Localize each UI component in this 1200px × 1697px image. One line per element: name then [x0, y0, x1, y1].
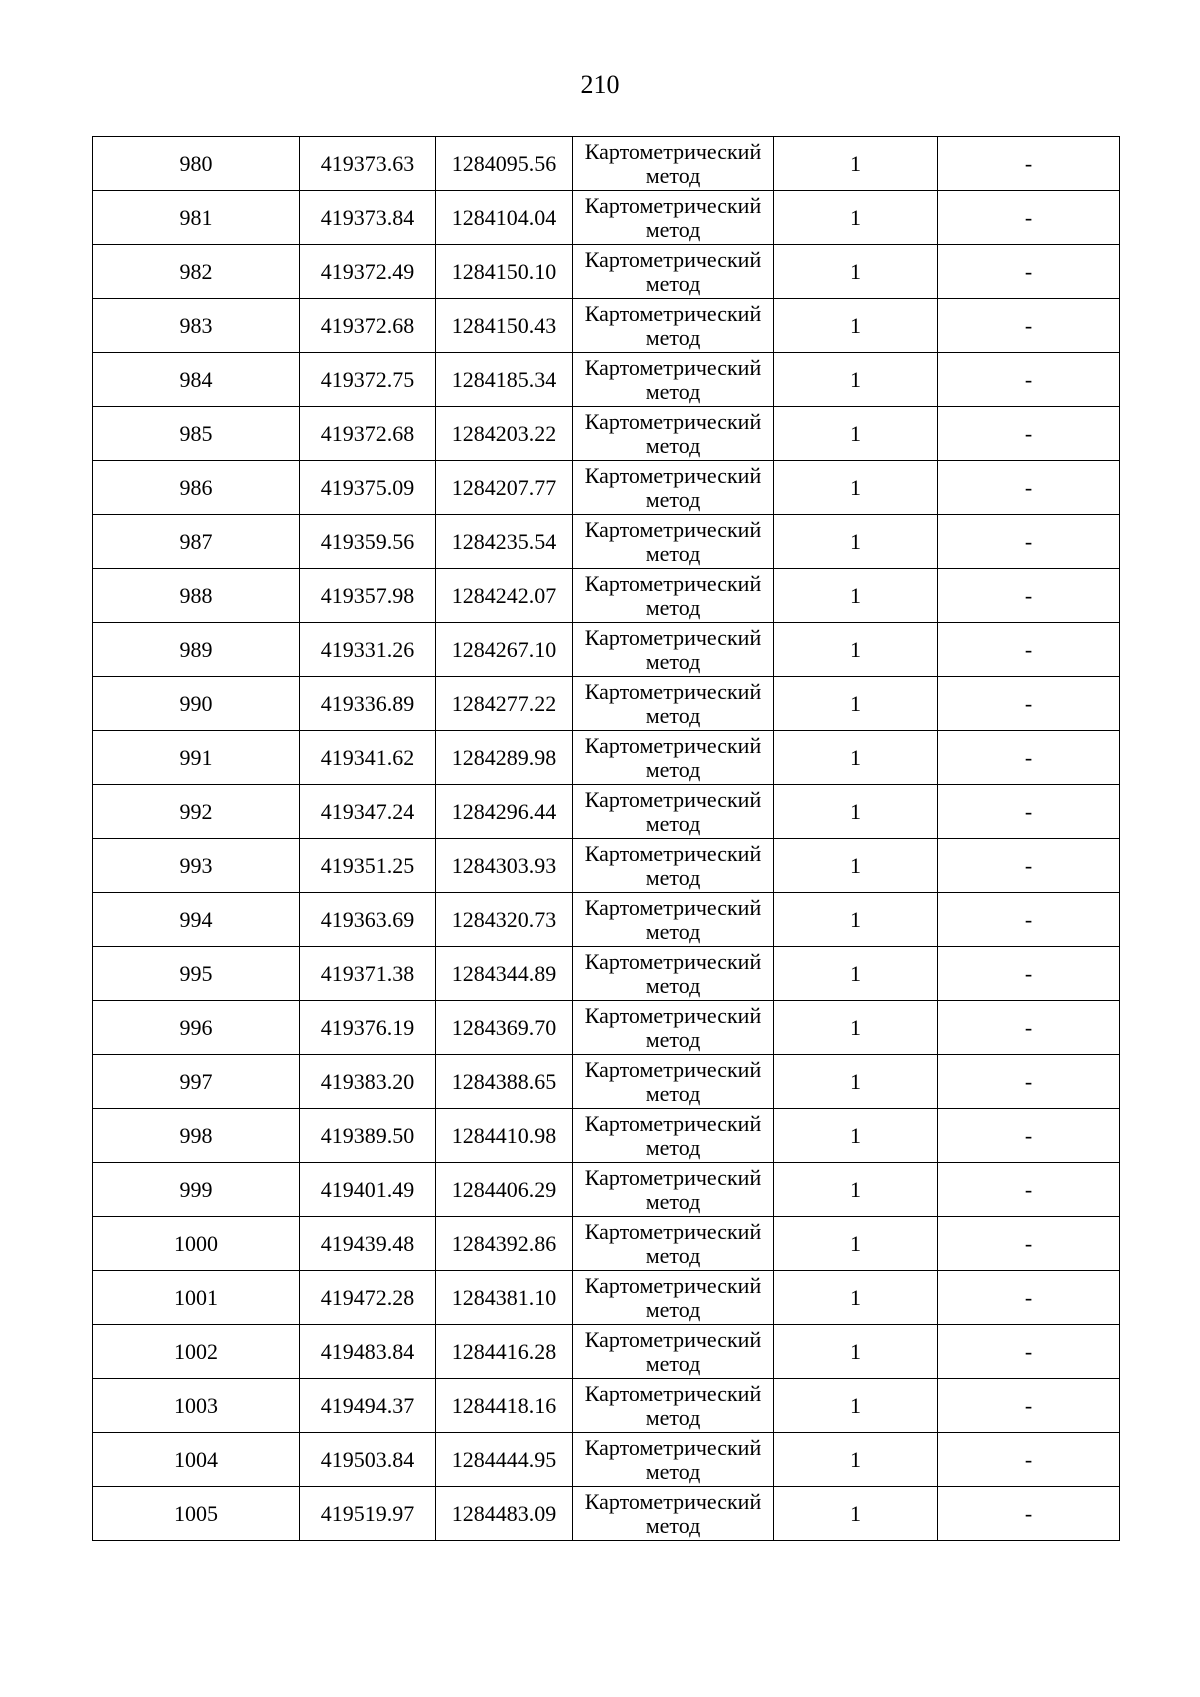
accuracy-cell: 1 — [774, 623, 938, 677]
table-row — [93, 1487, 1120, 1541]
table-row — [93, 1055, 1120, 1109]
accuracy-cell: 1 — [774, 353, 938, 407]
point-number-cell: 983 — [93, 299, 300, 353]
method-line-2: метод — [645, 810, 701, 836]
method-cell — [573, 839, 774, 893]
note-cell: - — [938, 137, 1120, 191]
y-coordinate-cell: 1284150.43 — [436, 299, 573, 353]
table-row — [93, 677, 1120, 731]
method-line-2: метод — [645, 1134, 701, 1160]
method-line-1: Картометрический — [584, 408, 762, 434]
table-row — [93, 839, 1120, 893]
accuracy-cell: 1 — [774, 1271, 938, 1325]
x-coordinate-cell: 419373.84 — [300, 191, 436, 245]
note-cell: - — [938, 677, 1120, 731]
method-cell — [573, 299, 774, 353]
y-coordinate-cell: 1284242.07 — [436, 569, 573, 623]
method-cell — [573, 785, 774, 839]
method-line-2: метод — [645, 1026, 701, 1052]
y-coordinate-cell: 1284444.95 — [436, 1433, 573, 1487]
method-line-1: Картометрический — [584, 1110, 762, 1136]
accuracy-cell: 1 — [774, 893, 938, 947]
table-row — [93, 191, 1120, 245]
method-line-2: метод — [645, 1350, 701, 1376]
coordinates-table-body — [93, 137, 1120, 1541]
method-line-2: метод — [645, 378, 701, 404]
y-coordinate-cell: 1284381.10 — [436, 1271, 573, 1325]
note-cell: - — [938, 407, 1120, 461]
x-coordinate-cell: 419439.48 — [300, 1217, 436, 1271]
method-line-2: метод — [645, 216, 701, 242]
y-coordinate-cell: 1284369.70 — [436, 1001, 573, 1055]
table-row — [93, 623, 1120, 677]
method-line-1: Картометрический — [584, 840, 762, 866]
x-coordinate-cell: 419494.37 — [300, 1379, 436, 1433]
accuracy-cell: 1 — [774, 1109, 938, 1163]
accuracy-cell: 1 — [774, 461, 938, 515]
note-cell: - — [938, 1271, 1120, 1325]
method-line-1: Картометрический — [584, 192, 762, 218]
method-line-2: метод — [645, 756, 701, 782]
table-row — [93, 461, 1120, 515]
y-coordinate-cell: 1284320.73 — [436, 893, 573, 947]
method-line-2: метод — [645, 1188, 701, 1214]
y-coordinate-cell: 1284388.65 — [436, 1055, 573, 1109]
method-line-1: Картометрический — [584, 948, 762, 974]
table-row — [93, 1379, 1120, 1433]
method-line-2: метод — [645, 1296, 701, 1322]
y-coordinate-cell: 1284207.77 — [436, 461, 573, 515]
table-row — [93, 569, 1120, 623]
note-cell: - — [938, 191, 1120, 245]
table-row — [93, 1271, 1120, 1325]
note-cell: - — [938, 1379, 1120, 1433]
x-coordinate-cell: 419372.49 — [300, 245, 436, 299]
note-cell: - — [938, 731, 1120, 785]
x-coordinate-cell: 419371.38 — [300, 947, 436, 1001]
table-row — [93, 353, 1120, 407]
x-coordinate-cell: 419503.84 — [300, 1433, 436, 1487]
point-number-cell: 981 — [93, 191, 300, 245]
accuracy-cell: 1 — [774, 785, 938, 839]
point-number-cell: 1005 — [93, 1487, 300, 1541]
page-number: 210 — [580, 70, 620, 99]
point-number-cell: 1004 — [93, 1433, 300, 1487]
y-coordinate-cell: 1284410.98 — [436, 1109, 573, 1163]
note-cell: - — [938, 1487, 1120, 1541]
point-number-cell: 998 — [93, 1109, 300, 1163]
accuracy-cell: 1 — [774, 137, 938, 191]
table-row — [93, 299, 1120, 353]
table-row — [93, 245, 1120, 299]
accuracy-cell: 1 — [774, 1433, 938, 1487]
point-number-cell: 989 — [93, 623, 300, 677]
method-cell — [573, 245, 774, 299]
y-coordinate-cell: 1284303.93 — [436, 839, 573, 893]
method-cell — [573, 947, 774, 1001]
accuracy-cell: 1 — [774, 569, 938, 623]
accuracy-cell: 1 — [774, 299, 938, 353]
note-cell: - — [938, 947, 1120, 1001]
note-cell: - — [938, 569, 1120, 623]
accuracy-cell: 1 — [774, 1217, 938, 1271]
point-number-cell: 982 — [93, 245, 300, 299]
point-number-cell: 995 — [93, 947, 300, 1001]
table-row — [93, 137, 1120, 191]
method-line-1: Картометрический — [584, 1002, 762, 1028]
method-line-1: Картометрический — [584, 246, 762, 272]
point-number-cell: 987 — [93, 515, 300, 569]
method-cell — [573, 137, 774, 191]
method-line-2: метод — [645, 1242, 701, 1268]
x-coordinate-cell: 419483.84 — [300, 1325, 436, 1379]
accuracy-cell: 1 — [774, 731, 938, 785]
point-number-cell: 984 — [93, 353, 300, 407]
accuracy-cell: 1 — [774, 515, 938, 569]
point-number-cell: 999 — [93, 1163, 300, 1217]
method-line-2: метод — [645, 324, 701, 350]
y-coordinate-cell: 1284406.29 — [436, 1163, 573, 1217]
method-line-2: метод — [645, 486, 701, 512]
method-line-1: Картометрический — [584, 1218, 762, 1244]
method-line-1: Картометрический — [584, 300, 762, 326]
method-line-2: метод — [645, 270, 701, 296]
table-row — [93, 1163, 1120, 1217]
method-line-1: Картометрический — [584, 1488, 762, 1514]
y-coordinate-cell: 1284416.28 — [436, 1325, 573, 1379]
method-line-1: Картометрический — [584, 1272, 762, 1298]
method-line-2: метод — [645, 162, 701, 188]
method-line-2: метод — [645, 1080, 701, 1106]
accuracy-cell: 1 — [774, 1001, 938, 1055]
point-number-cell: 993 — [93, 839, 300, 893]
accuracy-cell: 1 — [774, 839, 938, 893]
method-line-1: Картометрический — [584, 1164, 762, 1190]
note-cell: - — [938, 245, 1120, 299]
method-line-1: Картометрический — [584, 894, 762, 920]
accuracy-cell: 1 — [774, 1163, 938, 1217]
point-number-cell: 994 — [93, 893, 300, 947]
method-line-2: метод — [645, 918, 701, 944]
method-cell — [573, 1217, 774, 1271]
method-line-1: Картометрический — [584, 732, 762, 758]
note-cell: - — [938, 515, 1120, 569]
x-coordinate-cell: 419372.68 — [300, 299, 436, 353]
y-coordinate-cell: 1284095.56 — [436, 137, 573, 191]
point-number-cell: 1000 — [93, 1217, 300, 1271]
accuracy-cell: 1 — [774, 1055, 938, 1109]
method-cell — [573, 461, 774, 515]
y-coordinate-cell: 1284418.16 — [436, 1379, 573, 1433]
x-coordinate-cell: 419376.19 — [300, 1001, 436, 1055]
x-coordinate-cell: 419331.26 — [300, 623, 436, 677]
method-line-1: Картометрический — [584, 462, 762, 488]
method-line-2: метод — [645, 702, 701, 728]
table-row — [93, 1109, 1120, 1163]
method-line-2: метод — [645, 972, 701, 998]
accuracy-cell: 1 — [774, 947, 938, 1001]
x-coordinate-cell: 419372.68 — [300, 407, 436, 461]
method-cell — [573, 677, 774, 731]
y-coordinate-cell: 1284483.09 — [436, 1487, 573, 1541]
method-line-2: метод — [645, 432, 701, 458]
method-line-1: Картометрический — [584, 516, 762, 542]
x-coordinate-cell: 419336.89 — [300, 677, 436, 731]
table-row — [93, 1325, 1120, 1379]
method-cell — [573, 1487, 774, 1541]
point-number-cell: 996 — [93, 1001, 300, 1055]
method-line-1: Картометрический — [584, 1056, 762, 1082]
y-coordinate-cell: 1284296.44 — [436, 785, 573, 839]
method-cell — [573, 1001, 774, 1055]
x-coordinate-cell: 419372.75 — [300, 353, 436, 407]
table-row — [93, 407, 1120, 461]
accuracy-cell: 1 — [774, 245, 938, 299]
y-coordinate-cell: 1284235.54 — [436, 515, 573, 569]
y-coordinate-cell: 1284277.22 — [436, 677, 573, 731]
y-coordinate-cell: 1284289.98 — [436, 731, 573, 785]
x-coordinate-cell: 419373.63 — [300, 137, 436, 191]
point-number-cell: 991 — [93, 731, 300, 785]
y-coordinate-cell: 1284185.34 — [436, 353, 573, 407]
method-cell — [573, 1055, 774, 1109]
point-number-cell: 997 — [93, 1055, 300, 1109]
method-line-2: метод — [645, 540, 701, 566]
note-cell: - — [938, 1325, 1120, 1379]
y-coordinate-cell: 1284344.89 — [436, 947, 573, 1001]
method-cell — [573, 407, 774, 461]
point-number-cell: 990 — [93, 677, 300, 731]
table-row — [93, 893, 1120, 947]
note-cell: - — [938, 1433, 1120, 1487]
method-line-1: Картометрический — [584, 138, 762, 164]
method-cell — [573, 1109, 774, 1163]
x-coordinate-cell: 419519.97 — [300, 1487, 436, 1541]
method-line-1: Картометрический — [584, 678, 762, 704]
method-cell — [573, 893, 774, 947]
method-line-1: Картометрический — [584, 1434, 762, 1460]
accuracy-cell: 1 — [774, 1379, 938, 1433]
method-line-1: Картометрический — [584, 354, 762, 380]
note-cell: - — [938, 785, 1120, 839]
x-coordinate-cell: 419359.56 — [300, 515, 436, 569]
method-cell — [573, 1379, 774, 1433]
method-line-1: Картометрический — [584, 570, 762, 596]
method-line-2: метод — [645, 1512, 701, 1538]
table-row — [93, 1433, 1120, 1487]
table-row — [93, 1001, 1120, 1055]
note-cell: - — [938, 1163, 1120, 1217]
point-number-cell: 988 — [93, 569, 300, 623]
point-number-cell: 980 — [93, 137, 300, 191]
method-cell — [573, 569, 774, 623]
x-coordinate-cell: 419341.62 — [300, 731, 436, 785]
accuracy-cell: 1 — [774, 407, 938, 461]
method-line-2: метод — [645, 594, 701, 620]
method-cell — [573, 191, 774, 245]
x-coordinate-cell: 419375.09 — [300, 461, 436, 515]
note-cell: - — [938, 299, 1120, 353]
x-coordinate-cell: 419389.50 — [300, 1109, 436, 1163]
table-row — [93, 947, 1120, 1001]
x-coordinate-cell: 419401.49 — [300, 1163, 436, 1217]
method-cell — [573, 353, 774, 407]
table-row — [93, 515, 1120, 569]
method-line-2: метод — [645, 648, 701, 674]
y-coordinate-cell: 1284104.04 — [436, 191, 573, 245]
x-coordinate-cell: 419347.24 — [300, 785, 436, 839]
accuracy-cell: 1 — [774, 1325, 938, 1379]
method-cell — [573, 1325, 774, 1379]
method-line-2: метод — [645, 1404, 701, 1430]
note-cell: - — [938, 353, 1120, 407]
note-cell: - — [938, 623, 1120, 677]
accuracy-cell: 1 — [774, 191, 938, 245]
point-number-cell: 985 — [93, 407, 300, 461]
point-number-cell: 1002 — [93, 1325, 300, 1379]
point-number-cell: 1001 — [93, 1271, 300, 1325]
note-cell: - — [938, 1055, 1120, 1109]
note-cell: - — [938, 461, 1120, 515]
method-line-1: Картометрический — [584, 1380, 762, 1406]
table-row — [93, 731, 1120, 785]
y-coordinate-cell: 1284267.10 — [436, 623, 573, 677]
method-line-1: Картометрический — [584, 786, 762, 812]
method-cell — [573, 1163, 774, 1217]
table-row — [93, 1217, 1120, 1271]
x-coordinate-cell: 419383.20 — [300, 1055, 436, 1109]
y-coordinate-cell: 1284203.22 — [436, 407, 573, 461]
point-number-cell: 1003 — [93, 1379, 300, 1433]
accuracy-cell: 1 — [774, 1487, 938, 1541]
note-cell: - — [938, 893, 1120, 947]
point-number-cell: 986 — [93, 461, 300, 515]
method-line-1: Картометрический — [584, 1326, 762, 1352]
note-cell: - — [938, 1001, 1120, 1055]
y-coordinate-cell: 1284150.10 — [436, 245, 573, 299]
method-line-2: метод — [645, 1458, 701, 1484]
accuracy-cell: 1 — [774, 677, 938, 731]
x-coordinate-cell: 419357.98 — [300, 569, 436, 623]
x-coordinate-cell: 419363.69 — [300, 893, 436, 947]
method-cell — [573, 731, 774, 785]
note-cell: - — [938, 839, 1120, 893]
y-coordinate-cell: 1284392.86 — [436, 1217, 573, 1271]
x-coordinate-cell: 419472.28 — [300, 1271, 436, 1325]
method-cell — [573, 1433, 774, 1487]
method-cell — [573, 515, 774, 569]
x-coordinate-cell: 419351.25 — [300, 839, 436, 893]
coordinates-table — [92, 136, 1120, 1541]
method-cell — [573, 1271, 774, 1325]
method-line-1: Картометрический — [584, 624, 762, 650]
note-cell: - — [938, 1217, 1120, 1271]
method-line-2: метод — [645, 864, 701, 890]
table-row — [93, 785, 1120, 839]
method-cell — [573, 623, 774, 677]
point-number-cell: 992 — [93, 785, 300, 839]
note-cell: - — [938, 1109, 1120, 1163]
